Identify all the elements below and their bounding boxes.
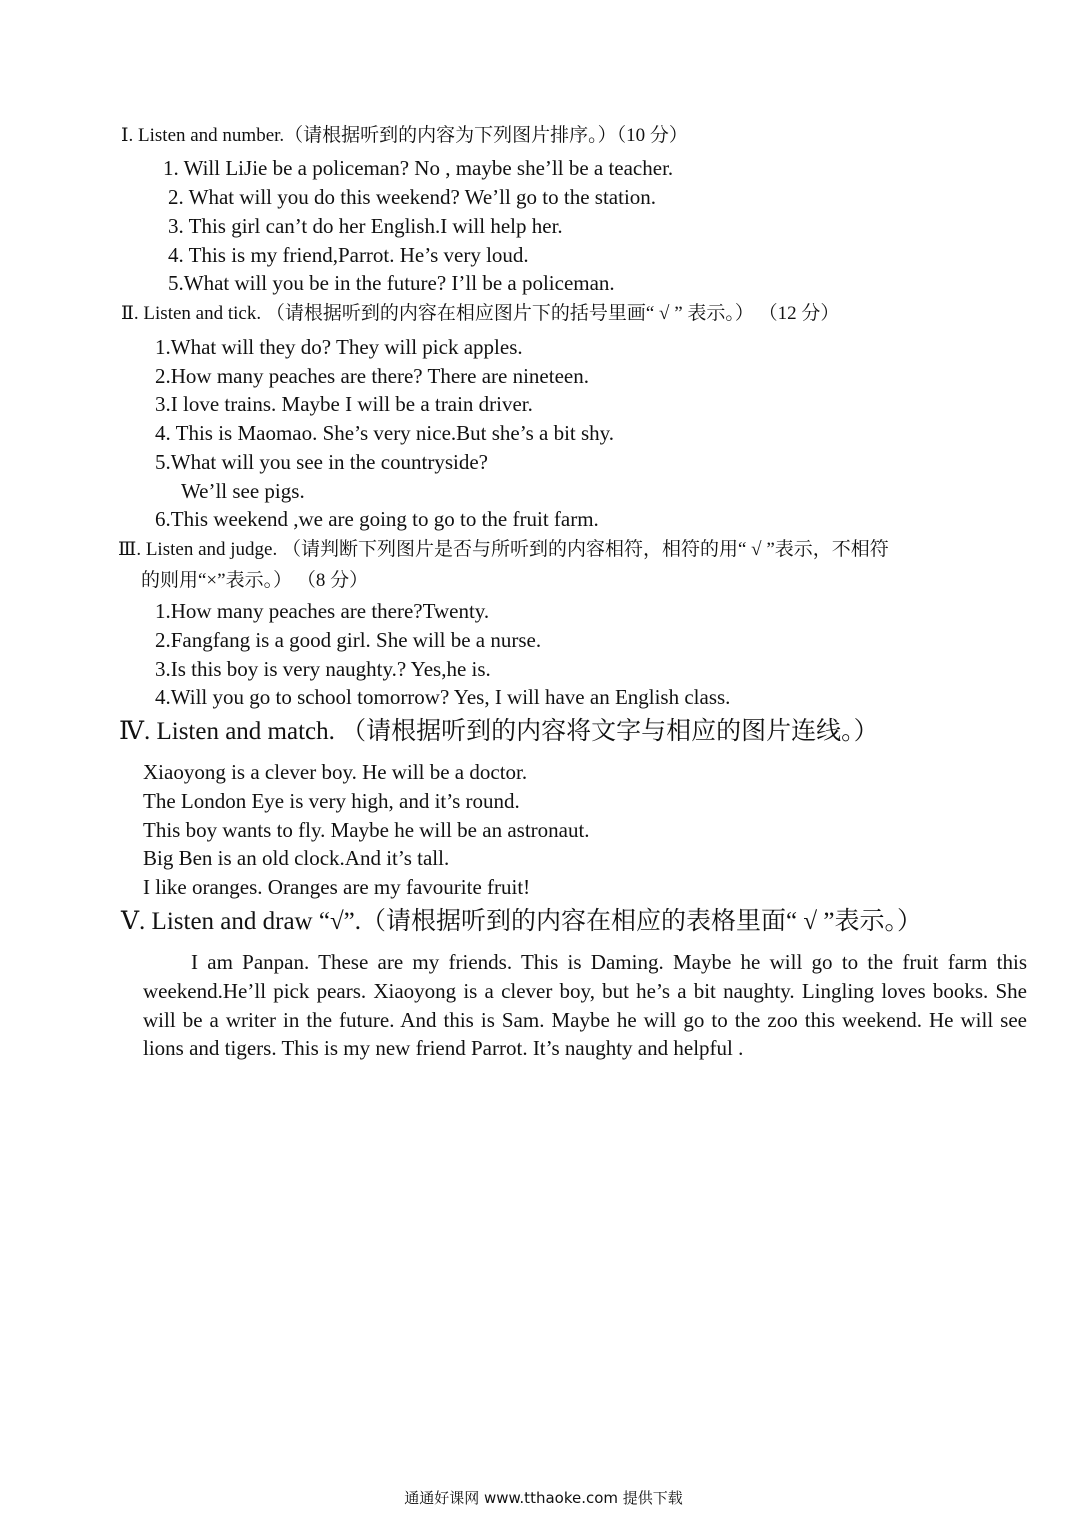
page-footer: 通通好课网 www.tthaoke.com 提供下载 [404, 1489, 683, 1507]
section3-item-1: 1.How many peaches are there?Twenty. [155, 599, 490, 623]
section3-item-2: 2.Fangfang is a good girl. She will be a nurse. [155, 628, 542, 652]
section1-item-2: 2. What will you do this weekend? We’ll go to the station. [168, 185, 657, 209]
section2-heading: Ⅱ. Listen and tick. （请根据听到的内容在相应图片下的括号里画“ √ ” 表示。） （12 分） [121, 303, 840, 324]
section4-heading: Ⅳ. Listen and match. （请根据听到的内容将文字与相应的图片连线。） [119, 718, 879, 745]
section2-item-3: 3.I love trains. Maybe I will be a train driver. [155, 392, 533, 416]
section2-item-5-answer: We’ll see pigs. [181, 479, 305, 503]
section2-item-6: 6.This weekend ,we are going to go to the fruit farm. [155, 507, 599, 531]
section5-heading: Ⅴ. Listen and draw “√”.（请根据听到的内容在相应的表格里面“ √ ”表示。） [121, 908, 922, 935]
section4-item-3: This boy wants to fly. Maybe he will be an astronaut. [143, 818, 590, 842]
section1-item-5: 5.What will you be in the future? I’ll be a policeman. [168, 271, 615, 295]
section2-item-2: 2.How many peaches are there? There are nineteen. [155, 364, 589, 388]
section4-item-4: Big Ben is an old clock.And it’s tall. [143, 846, 450, 870]
section1-item-1: 1. Will LiJie be a policeman? No , maybe she’ll be a teacher. [163, 156, 674, 180]
section1-item-4: 4. This is my friend,Parrot. He’s very loud. [168, 243, 529, 267]
section5-paragraph: I am Panpan. These are my friends. This is Daming. Maybe he will go to the fruit farm this weekend.He’ll pick pears. Xiaoyong is a clever boy, but he’s a bit naughty. Lingling loves books. She will be a writer in the future. And this is Sam. Maybe he will go to the zoo this weekend. He will see lions and tigers. This is my new friend Parrot. It’s naughty and helpful . [143, 950, 1027, 1061]
section4-item-5: I like oranges. Oranges are my favourite fruit! [143, 875, 531, 899]
section3-item-4: 4.Will you go to school tomorrow? Yes, I will have an English class. [155, 685, 731, 709]
section2-item-4: 4. This is Maomao. She’s very nice.But she’s a bit shy. [155, 421, 615, 445]
section2-item-5: 5.What will you see in the countryside? [155, 450, 488, 474]
section4-item-1: Xiaoyong is a clever boy. He will be a doctor. [143, 760, 528, 784]
section2-item-1: 1.What will they do? They will pick apples. [155, 335, 523, 359]
section4-item-2: The London Eye is very high, and it’s round. [143, 789, 520, 813]
section3-item-3: 3.Is this boy is very naughty.? Yes,he is. [155, 657, 491, 681]
section1-heading: Ⅰ. Listen and number.（请根据听到的内容为下列图片排序。）（10 分） [121, 125, 688, 146]
section1-item-3: 3. This girl can’t do her English.I will help her. [168, 214, 563, 238]
section3-heading: Ⅲ. Listen and judge. （请判断下列图片是否与所听到的内容相符，相符的用“ √ ”表示，不相符 [118, 539, 889, 560]
section3-heading-cont: 的则用“×”表示。） （8 分） [141, 570, 369, 591]
